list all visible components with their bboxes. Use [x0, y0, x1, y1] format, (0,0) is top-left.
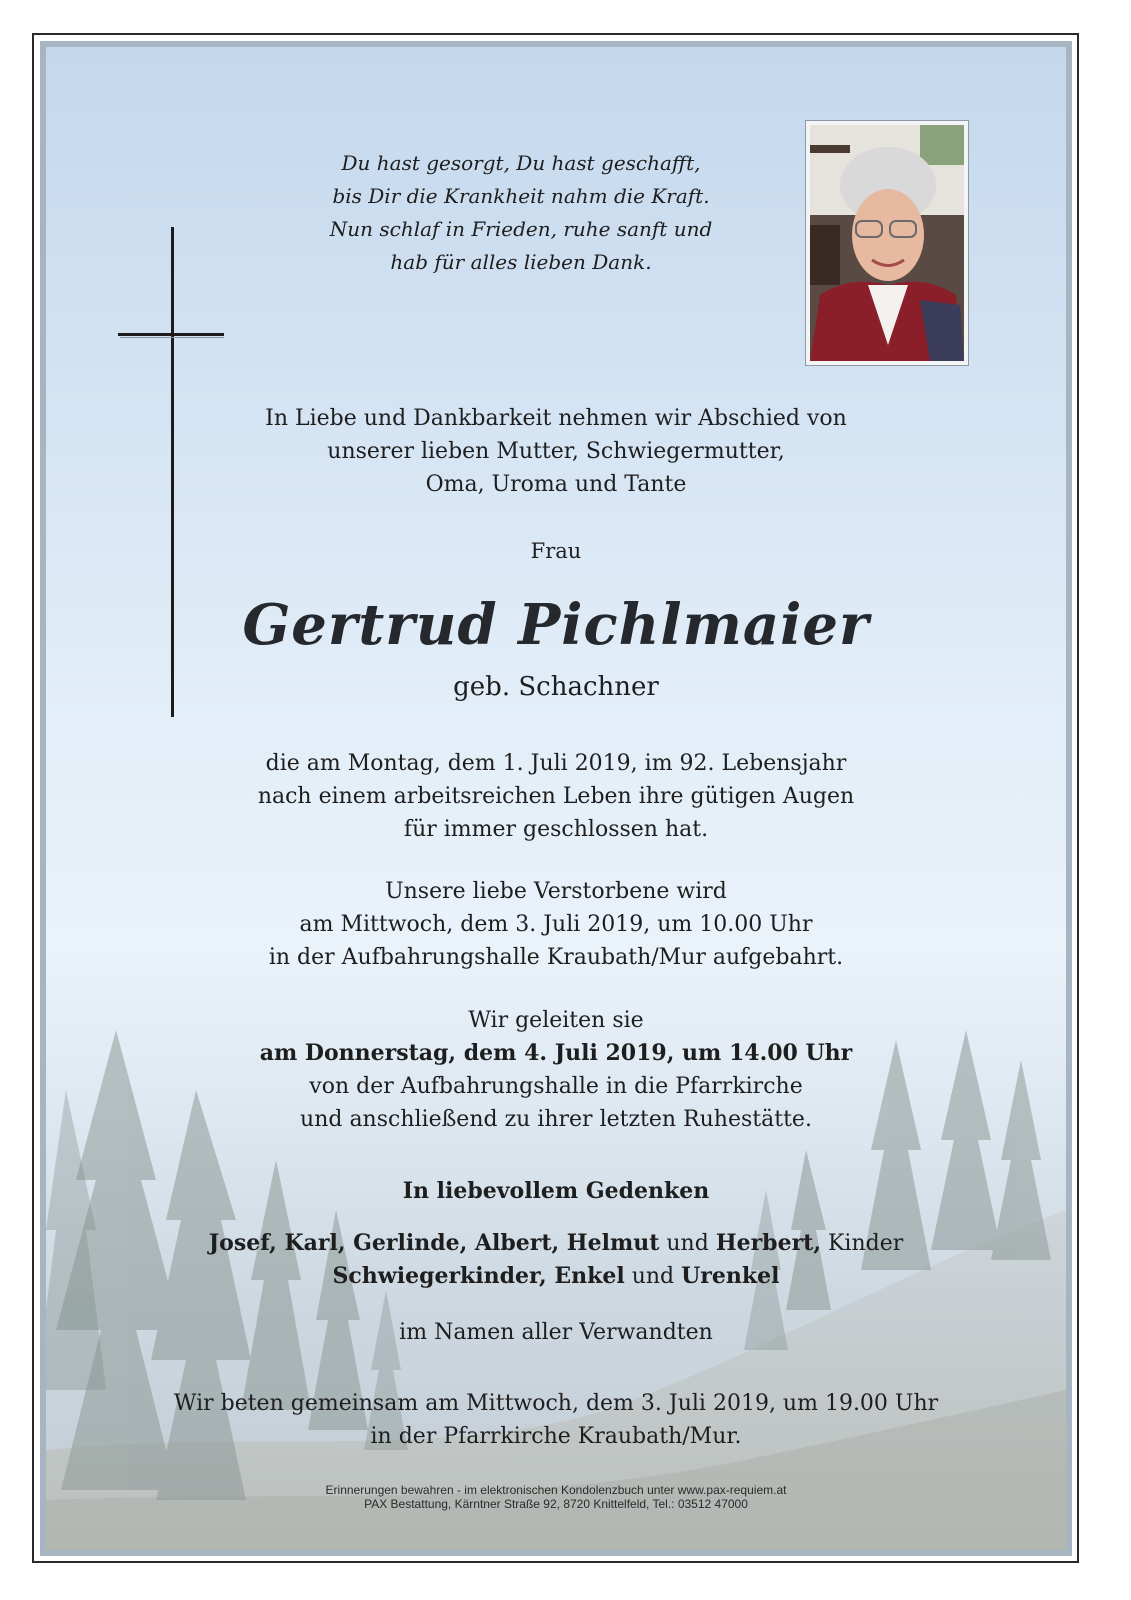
- relatives-line: [196, 1260, 916, 1293]
- footer-line: PAX Bestattung, Kärntner Straße 92, 8720 Knittelfeld, Tel.: 03512 47000: [364, 1497, 748, 1511]
- conjunction: und: [631, 1264, 675, 1289]
- footer: [196, 1483, 916, 1511]
- poem-line: hab für alles lieben Dank.: [390, 250, 652, 274]
- poem-line: Nun schlaf in Frieden, ruhe sanft und: [329, 217, 713, 241]
- viewing-info: [196, 875, 916, 974]
- on-behalf-text: im Namen aller Verwandten: [399, 1320, 713, 1345]
- children-names: Josef, Karl, Gerlinde, Albert, Helmut: [208, 1230, 660, 1256]
- mourners: [196, 1227, 916, 1293]
- viewing-line: am Mittwoch, dem 3. Juli 2019, um 10.00 Uhr: [299, 912, 813, 937]
- children-label: Kinder: [827, 1231, 904, 1256]
- funeral-line: Wir geleiten sie: [468, 1008, 644, 1033]
- death-line: die am Montag, dem 1. Juli 2019, im 92. Lebensjahr: [265, 751, 847, 776]
- viewing-line: in der Aufbahrungshalle Kraubath/Mur aufgebahrt.: [268, 945, 844, 970]
- portrait-image: [810, 125, 964, 361]
- deceased-name: Gertrud Pichlmaier: [242, 592, 870, 658]
- salutation: Frau: [530, 539, 582, 563]
- funeral-info: [196, 1004, 916, 1136]
- funeral-line: und anschließend zu ihrer letzten Ruhestätte.: [300, 1107, 812, 1132]
- viewing-line: Unsere liebe Verstorbene wird: [385, 879, 727, 904]
- poem-line: bis Dir die Krankheit nahm die Kraft.: [332, 184, 710, 208]
- poem-line: Du hast gesorgt, Du hast geschafft,: [341, 151, 701, 175]
- death-line: für immer geschlossen hat.: [403, 817, 709, 842]
- funeral-date: am Donnerstag, dem 4. Juli 2019, um 14.00 Uhr: [259, 1040, 853, 1066]
- prayer-line: Wir beten gemeinsam am Mittwoch, dem 3. Juli 2019, um 19.00 Uhr: [173, 1391, 939, 1416]
- conjunction: und: [666, 1231, 709, 1256]
- poem: [271, 147, 771, 279]
- relatives-names: Schwiegerkinder, Enkel: [332, 1263, 625, 1289]
- children-names: Herbert,: [715, 1230, 821, 1256]
- notice-card: [40, 41, 1072, 1556]
- prayer-info: [146, 1387, 966, 1453]
- maiden-name: geb. Schachner: [453, 672, 659, 702]
- intro-line: In Liebe und Dankbarkeit nehmen wir Abschied von: [265, 406, 847, 431]
- cross-vertical-bar: [171, 227, 174, 717]
- funeral-line: von der Aufbahrungshalle in die Pfarrkirche: [309, 1074, 803, 1099]
- relatives-names: Urenkel: [681, 1263, 780, 1289]
- prayer-line: in der Pfarrkirche Kraubath/Mur.: [370, 1424, 742, 1449]
- footer-line: Erinnerungen bewahren - im elektronischen Kondolenzbuch unter www.pax-requiem.at: [325, 1483, 787, 1497]
- portrait-photo: [806, 121, 968, 365]
- death-line: nach einem arbeitsreichen Leben ihre gütigen Augen: [257, 784, 855, 809]
- memorial-heading: In liebevollem Gedenken: [402, 1178, 710, 1204]
- cross-horizontal-bar: [118, 333, 224, 336]
- intro-line: Oma, Uroma und Tante: [425, 472, 687, 497]
- intro-text: [196, 402, 916, 501]
- intro-line: unserer lieben Mutter, Schwiegermutter,: [327, 439, 785, 464]
- children-line: [196, 1227, 916, 1260]
- death-notice: [196, 747, 916, 846]
